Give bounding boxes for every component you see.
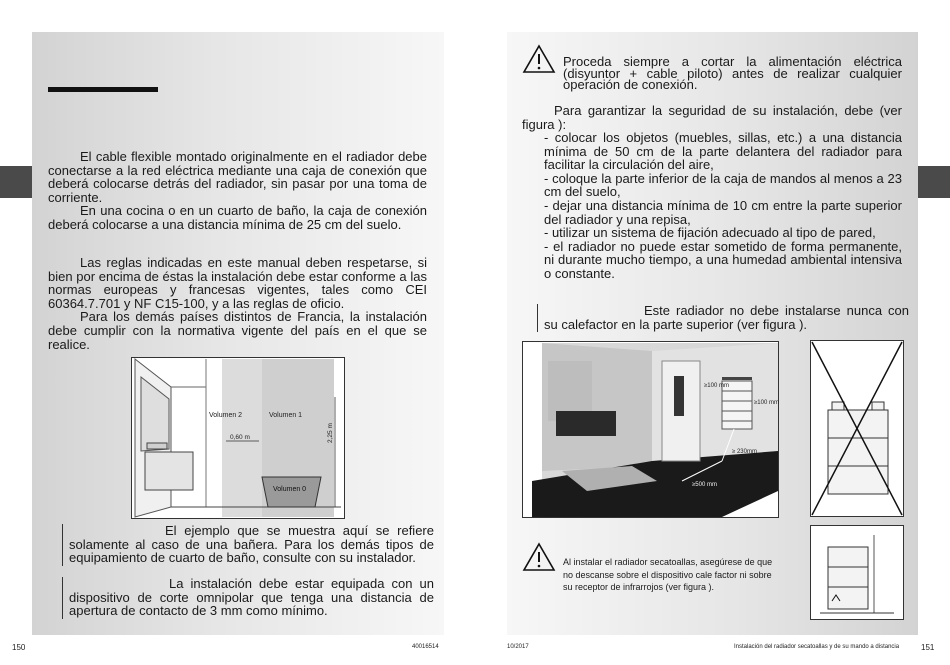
label-width: 0,60 m <box>230 434 250 441</box>
warning-icon <box>522 542 556 572</box>
page-number-left: 150 <box>12 643 26 652</box>
note-bathtub: El ejemplo que se muestra aquí se refiere solamente al caso de una bañera. Para los demás tipos de equipamiento de cuarto de baño, consulte con su instalador. <box>62 524 434 566</box>
list-item: - coloque la parte inferior de la caja de mandos al menos a 23 cm del suelo, <box>544 170 902 200</box>
list-item: - utilizar un sistema de fijación adecuado al tipo de pared, <box>544 225 876 241</box>
wrong-installation-figure <box>810 340 904 517</box>
label-volumen-0: Volumen 0 <box>273 486 307 493</box>
footer-title: Instalación del radiador secatoallas y de su mando a distancia <box>734 644 900 650</box>
page-number-right: 151 <box>921 643 935 652</box>
list-item: - dejar una distancia mínima de 10 cm entre la parte superior del radiador y una repisa, <box>544 197 902 227</box>
label-height: 2,25 m <box>327 423 334 443</box>
section-title-bar <box>48 87 158 92</box>
doc-date: 10/2017 <box>507 644 529 650</box>
right-page-tab <box>918 166 950 198</box>
left-page-tab <box>0 166 32 198</box>
warning-icon <box>522 44 556 74</box>
paragraph-cable: El cable flexible montado originalmente en el radiador debe conectarse a la red eléctrica mediante una caja de conexión que deberá colocarse detrás del radiador, sin pasar por una toma de corriente. <box>48 149 427 205</box>
radiator-support-figure <box>810 525 904 620</box>
room-clearance-figure <box>522 341 779 518</box>
warning-towel-rail: Al instalar el radiador secatoallas, asegúrese de que no descanse sobre el dispositivo cale factor ni sobre su receptor de infrarrojos (ver figura ). <box>563 557 773 592</box>
doc-code: 40016514 <box>412 644 439 650</box>
label-side-clearance: ≥100 mm <box>754 400 779 406</box>
label-floor-clearance: ≥ 230mm <box>732 449 757 455</box>
bathroom-volumes-figure <box>131 357 345 519</box>
paragraph-other-countries: Para los demás países distintos de Francia, la instalación debe cumplir con la normativa vigente del país en el que se realice. <box>48 309 427 352</box>
left-text-block-1 <box>48 150 427 232</box>
note-omnipolar: La instalación debe estar equipada con un dispositivo de corte omnipolar que tenga una distancia de apertura de contacto de 3 mm como mínimo. <box>62 577 434 619</box>
label-volumen-2: Volumen 2 <box>209 412 243 419</box>
safety-list <box>544 131 902 281</box>
note-heater-position: Este radiador no debe instalarse nunca con su calefactor en la parte superior (ver figura ). <box>537 304 909 332</box>
right-intro: Para garantizar la seguridad de su instalación, debe (ver figura ): <box>522 103 902 132</box>
label-volumen-1: Volumen 1 <box>269 412 303 419</box>
label-top-clearance: ≥100 mm <box>704 383 729 389</box>
label-front-clearance: ≥500 mm <box>692 482 717 488</box>
list-item: - colocar los objetos (muebles, sillas, etc.) a una distancia mínima de 50 cm de la parte delantera del radiador para facilitar la circulación del aire, <box>544 130 902 173</box>
left-text-block-2 <box>48 256 427 351</box>
paragraph-rules: Las reglas indicadas en este manual deben respetarse, si bien por encima de éstas la instalación debe estar conforme a las normas europeas y francesas vigentes, tales como CEI 60364.7.701 y NF C15-100, y a las reglas de oficio. <box>48 255 427 311</box>
warning-cut-power: Proceda siempre a cortar la alimentación eléctrica (disyuntor + cable piloto) antes de realizar cualquier operación de conexión. <box>563 54 902 92</box>
list-item: - el radiador no puede estar sometido de forma permanente, ni durante mucho tiempo, a una humedad ambiental intensiva o constante. <box>544 238 902 281</box>
paragraph-kitchen: En una cocina o en un cuarto de baño, la caja de conexión deberá colocarse a una distancia mínima de 25 cm del suelo. <box>48 203 427 232</box>
